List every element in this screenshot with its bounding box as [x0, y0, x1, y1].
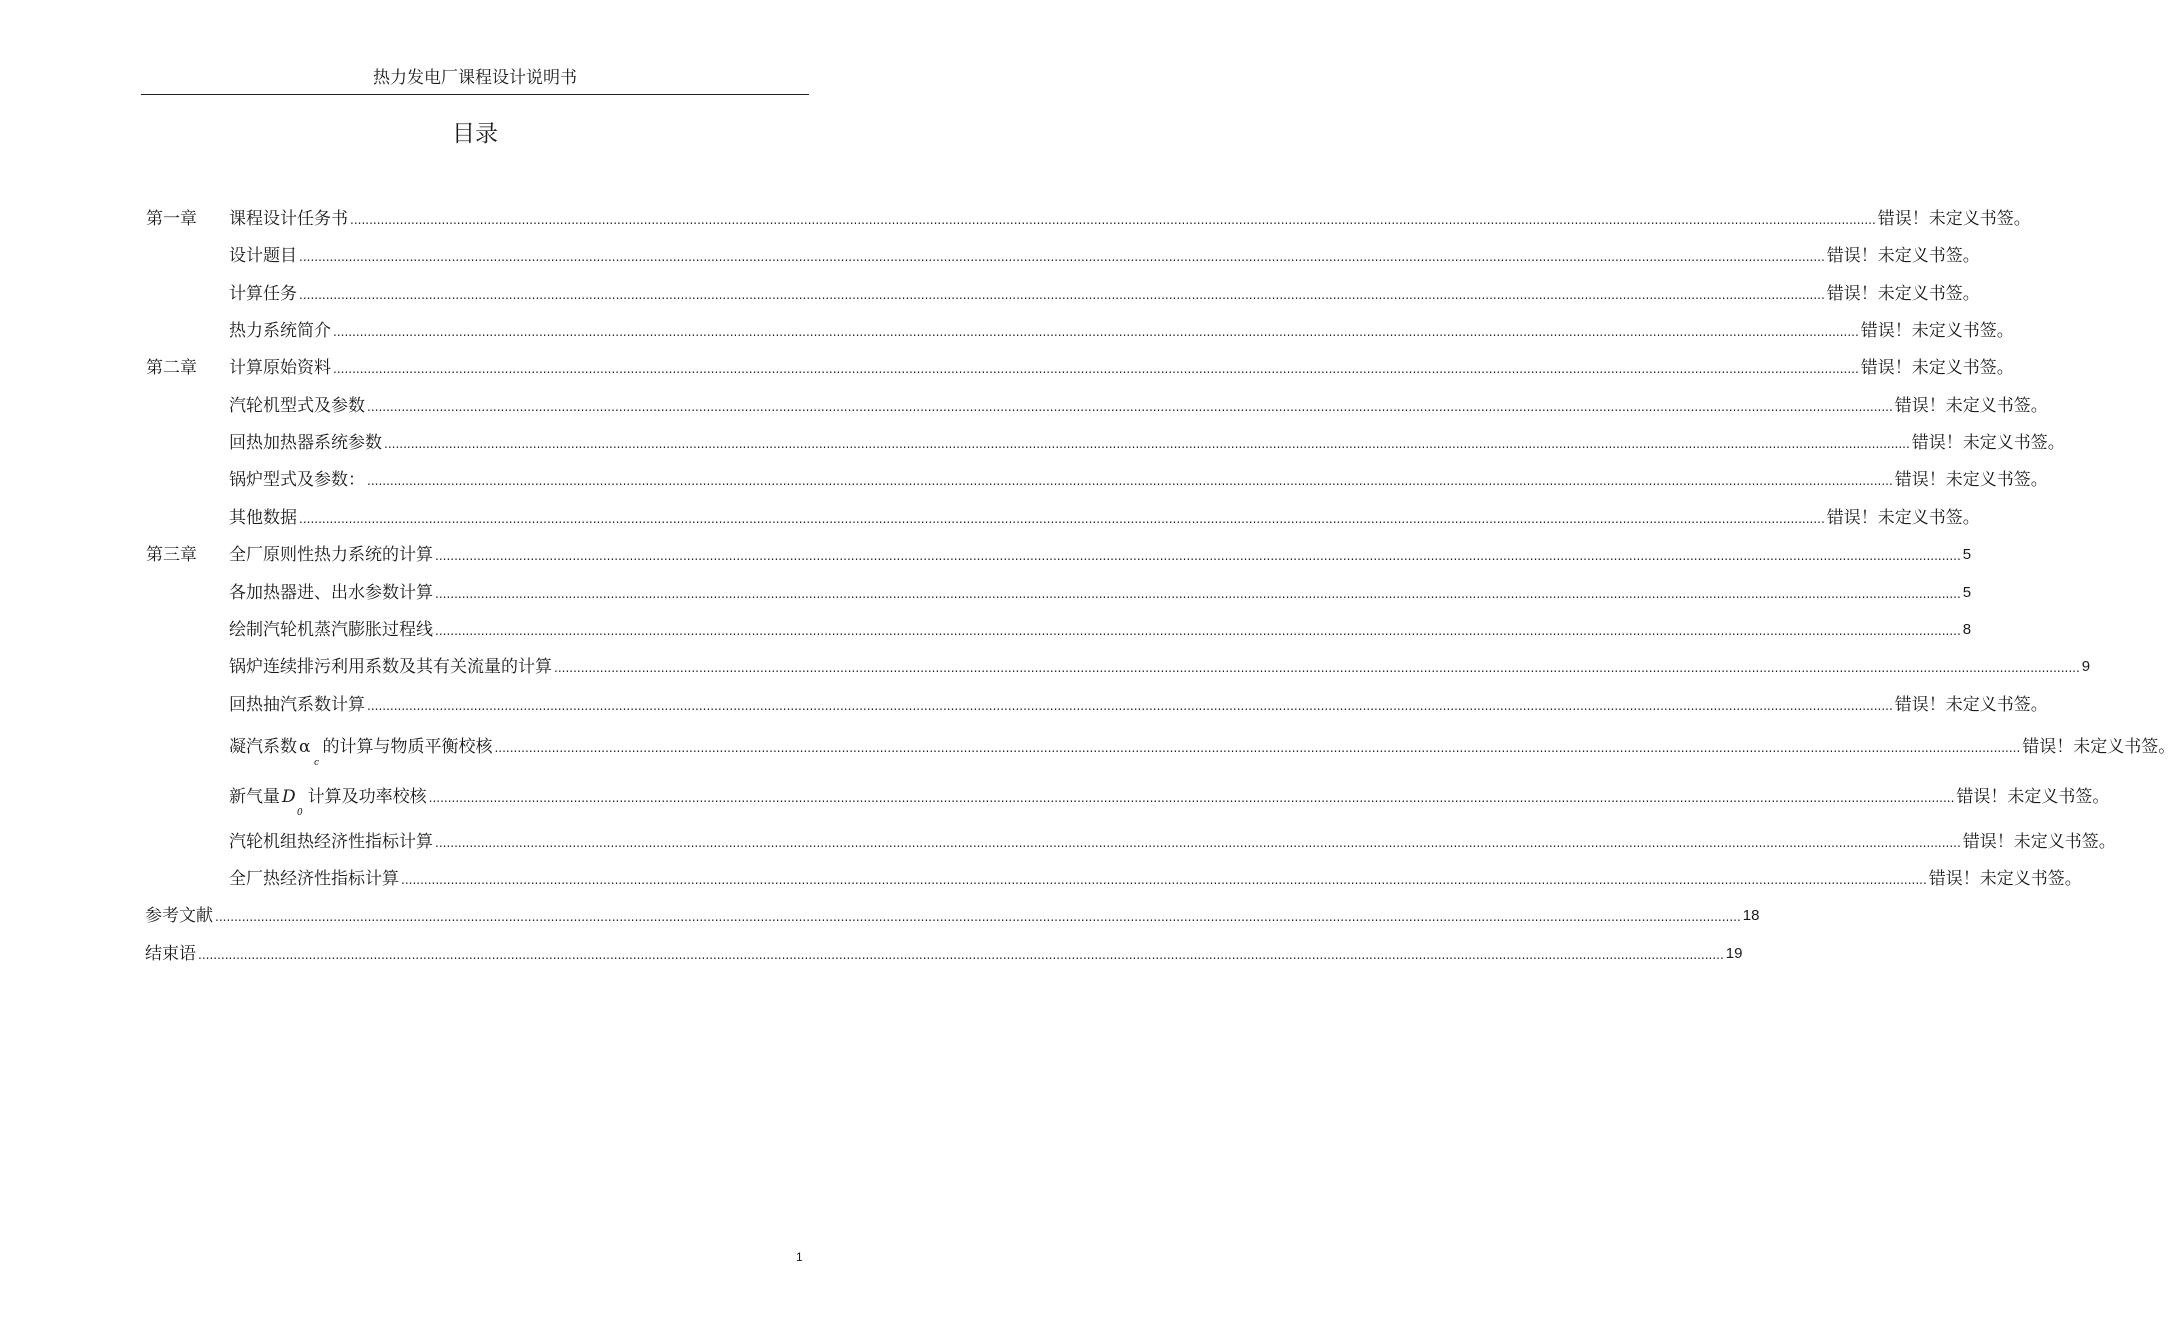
toc-entry[interactable]	[146, 542, 1972, 570]
toc-entry[interactable]	[229, 318, 2014, 346]
toc-entry[interactable]	[146, 206, 2031, 234]
toc-page-ref: 错误！未定义书签。	[1826, 284, 1980, 304]
toc-page-ref: 错误！未定义书签。	[1826, 246, 1980, 266]
toc-leader-dots: ................................................................................................................................................................................................................................................................................................................................................................................................................	[435, 836, 1961, 850]
toc-page-ref: 5	[1962, 584, 1972, 601]
toc-leader-dots: ................................................................................................................................................................................................................................................................................................................................................................................................................	[401, 873, 1927, 887]
toc-entry[interactable]	[145, 903, 1760, 931]
toc-leader-dots: ................................................................................................................................................................................................................................................................................................................................................................................................................	[428, 791, 1955, 805]
toc-entry[interactable]	[229, 243, 1980, 271]
toc-entry-label	[229, 784, 427, 818]
toc-entry[interactable]	[229, 692, 2048, 720]
toc-entry[interactable]	[229, 829, 2116, 857]
toc-entry-label-suffix: 计算及功率校核	[307, 787, 427, 807]
toc-entry[interactable]	[229, 654, 2091, 682]
toc-title: 目录	[452, 121, 498, 147]
toc-entry[interactable]	[229, 734, 2175, 768]
toc-leader-dots: ................................................................................................................................................................................................................................................................................................................................................................................................................	[494, 741, 2021, 755]
toc-entry-label: 回热抽汽系数计算	[229, 695, 365, 715]
toc-leader-dots: ................................................................................................................................................................................................................................................................................................................................................................................................................	[215, 910, 1741, 924]
toc-entry-label: 结束语	[145, 944, 196, 964]
toc-entry-label: 全厂热经济性指标计算	[229, 869, 399, 889]
toc-entry[interactable]	[229, 580, 1972, 608]
toc-page-ref: 8	[1962, 621, 1972, 638]
toc-page-ref: 错误！未定义书签。	[1894, 396, 2048, 416]
toc-entry-label: 计算任务	[229, 284, 297, 304]
math-symbol	[282, 784, 303, 818]
toc-page-ref: 错误！未定义书签。	[1894, 470, 2048, 490]
toc-entry[interactable]	[229, 281, 1980, 309]
toc-page-ref: 错误！未定义书签。	[1956, 787, 2110, 807]
toc-page-ref: 错误！未定义书签。	[2022, 737, 2175, 757]
toc-page-ref: 错误！未定义书签。	[1894, 695, 2048, 715]
toc-chapter-label: 第二章	[146, 358, 197, 378]
toc-page-ref: 错误！未定义书签。	[1877, 209, 2031, 229]
toc-page-ref: 错误！未定义书签。	[1928, 869, 2082, 889]
toc-entry[interactable]	[229, 617, 1972, 645]
toc-leader-dots: ................................................................................................................................................................................................................................................................................................................................................................................................................	[350, 213, 1876, 227]
toc-page-ref: 9	[2081, 658, 2091, 675]
toc-entry-label	[229, 734, 493, 768]
toc-leader-dots: ................................................................................................................................................................................................................................................................................................................................................................................................................	[367, 474, 1893, 488]
toc-entry[interactable]	[229, 505, 1980, 533]
toc-page-ref: 19	[1725, 945, 1743, 962]
toc-leader-dots: ................................................................................................................................................................................................................................................................................................................................................................................................................	[435, 549, 1961, 563]
toc-entry-label: 汽轮机组热经济性指标计算	[229, 832, 433, 852]
toc-entry[interactable]	[146, 355, 2014, 383]
math-symbol	[299, 734, 320, 768]
toc-entry-label: 参考文献	[145, 906, 213, 926]
toc-leader-dots: ................................................................................................................................................................................................................................................................................................................................................................................................................	[435, 624, 1961, 638]
math-symbol-subscript: 0	[297, 808, 303, 818]
toc-leader-dots: ................................................................................................................................................................................................................................................................................................................................................................................................................	[299, 512, 1825, 526]
toc-page-ref: 5	[1962, 546, 1972, 563]
toc-chapter-label: 第一章	[146, 209, 197, 229]
toc-entry[interactable]	[229, 393, 2048, 421]
toc-entry-label: 锅炉连续排污利用系数及其有关流量的计算	[229, 657, 552, 677]
toc-entry[interactable]	[229, 430, 2065, 458]
toc-entry-label-prefix: 新气量	[229, 787, 280, 807]
toc-entry-label: 设计题目	[229, 246, 297, 266]
toc-entry-label: 锅炉型式及参数：	[229, 470, 365, 490]
math-symbol-base: D	[282, 787, 296, 807]
toc-entry-label: 热力系统简介	[229, 321, 331, 341]
toc-entry-label: 汽轮机型式及参数	[229, 396, 365, 416]
toc-leader-dots: ................................................................................................................................................................................................................................................................................................................................................................................................................	[198, 948, 1724, 962]
page-number: 1	[796, 1250, 803, 1264]
toc-entry-label: 各加热器进、出水参数计算	[229, 583, 433, 603]
running-header: 热力发电厂课程设计说明书	[373, 68, 577, 88]
toc-entry-label: 全厂原则性热力系统的计算	[229, 545, 433, 565]
toc-entry-label-prefix: 凝汽系数	[229, 737, 297, 757]
toc-entry-label: 回热加热器系统参数	[229, 433, 382, 453]
toc-page-ref: 错误！未定义书签。	[1911, 433, 2065, 453]
toc-leader-dots: ................................................................................................................................................................................................................................................................................................................................................................................................................	[367, 699, 1893, 713]
toc-entry[interactable]	[229, 784, 2110, 818]
toc-entry-label: 计算原始资料	[229, 358, 331, 378]
toc-page-ref: 错误！未定义书签。	[1826, 508, 1980, 528]
toc-entry-label: 绘制汽轮机蒸汽膨胀过程线	[229, 620, 433, 640]
toc-leader-dots: ................................................................................................................................................................................................................................................................................................................................................................................................................	[384, 437, 1910, 451]
math-symbol-base: α	[299, 737, 311, 757]
toc-page-ref: 错误！未定义书签。	[1860, 321, 2014, 341]
toc-leader-dots: ................................................................................................................................................................................................................................................................................................................................................................................................................	[333, 325, 1859, 339]
toc-leader-dots: ................................................................................................................................................................................................................................................................................................................................................................................................................	[367, 400, 1893, 414]
toc-leader-dots: ................................................................................................................................................................................................................................................................................................................................................................................................................	[299, 288, 1825, 302]
toc-page-ref: 错误！未定义书签。	[1962, 832, 2116, 852]
toc-leader-dots: ................................................................................................................................................................................................................................................................................................................................................................................................................	[554, 661, 2080, 675]
toc-leader-dots: ................................................................................................................................................................................................................................................................................................................................................................................................................	[299, 250, 1825, 264]
toc-entry-label: 课程设计任务书	[229, 209, 348, 229]
toc-entry-label: 其他数据	[229, 508, 297, 528]
toc-page-ref: 18	[1742, 907, 1760, 924]
toc-entry[interactable]	[229, 866, 2082, 894]
toc-entry[interactable]	[145, 941, 1743, 969]
toc-entry-label-suffix: 的计算与物质平衡校核	[322, 737, 493, 757]
toc-leader-dots: ................................................................................................................................................................................................................................................................................................................................................................................................................	[333, 362, 1859, 376]
math-symbol-subscript: c	[314, 758, 320, 768]
toc-page-ref: 错误！未定义书签。	[1860, 358, 2014, 378]
toc-chapter-label: 第三章	[146, 545, 197, 565]
toc-leader-dots: ................................................................................................................................................................................................................................................................................................................................................................................................................	[435, 587, 1961, 601]
toc-entry[interactable]	[229, 467, 2048, 495]
header-rule	[141, 94, 809, 95]
